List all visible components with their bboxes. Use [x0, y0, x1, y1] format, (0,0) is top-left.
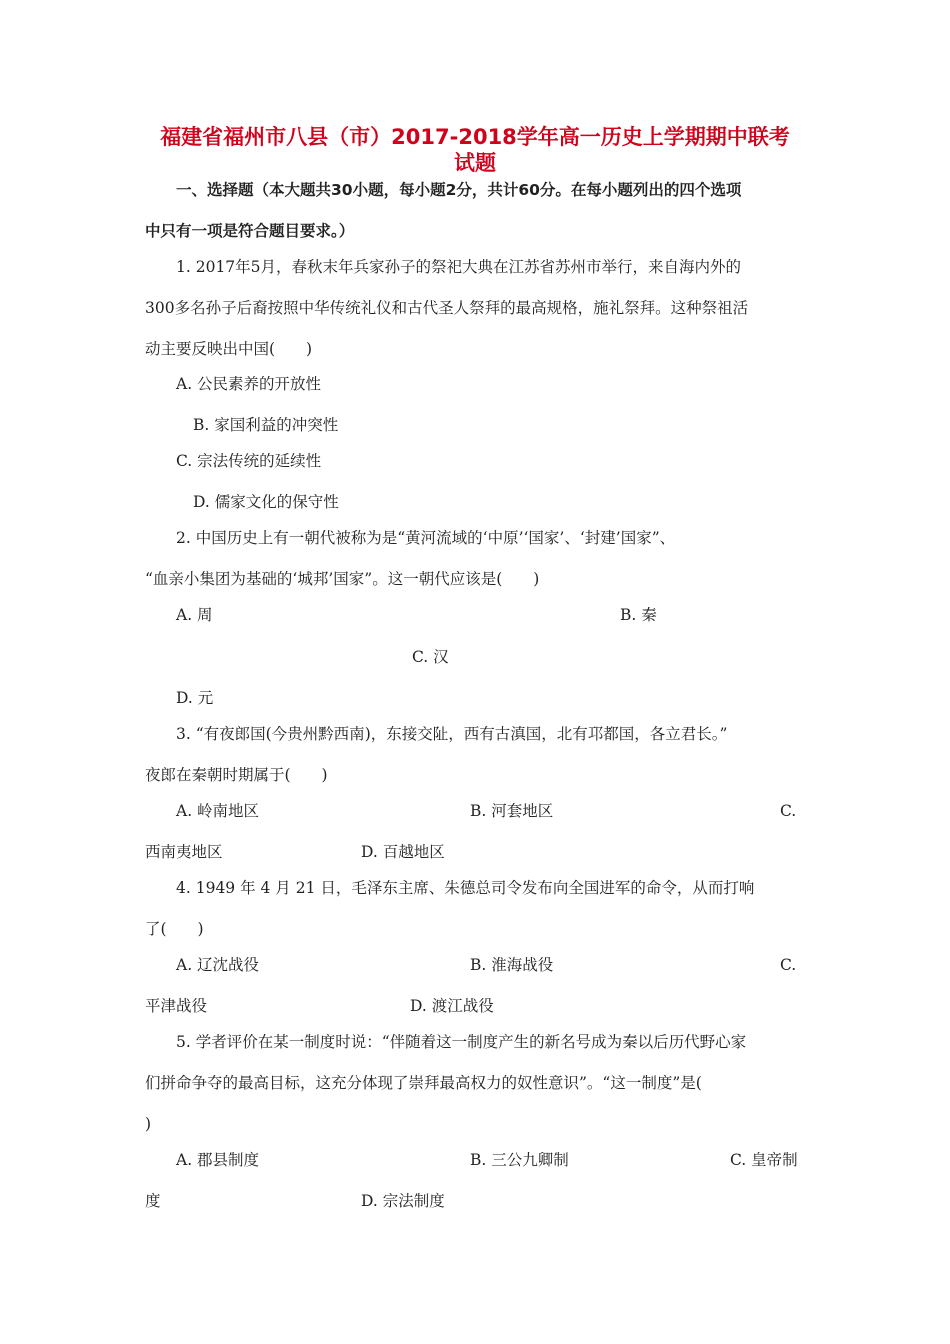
option-d: D. 百越地区	[361, 843, 445, 861]
exam-title-line2: 试题	[454, 151, 496, 175]
question-stem-line: 3. “有夜郎国(今贵州黔西南)，东接交阯，西有古滇国，北有邛都国，各立君长。”	[176, 725, 728, 743]
option-c-text: 西南夷地区	[145, 843, 223, 861]
option-a: A. 公民素养的开放性	[176, 375, 322, 393]
option-b: B. 秦	[620, 606, 657, 624]
option-c-label: C.	[780, 956, 797, 974]
option-d: D. 宗法制度	[361, 1192, 445, 1210]
option-c: C. 宗法传统的延续性	[176, 452, 322, 470]
section-heading-line1: 一、选择题（本大题共30小题，每小题2分，共计60分。在每小题列出的四个选项	[176, 181, 742, 199]
option-c-label: C.	[780, 802, 797, 820]
option-d: D. 儒家文化的保守性	[193, 493, 339, 511]
option-d: D. 元	[176, 689, 214, 707]
question-stem-line: “血亲小集团为基础的‘城邦’国家”。这一朝代应该是( )	[145, 570, 540, 588]
option-a: A. 岭南地区	[176, 802, 260, 820]
option-c-text: 平津战役	[145, 997, 208, 1015]
option-b: B. 家国利益的冲突性	[193, 416, 339, 434]
exam-title-line1: 福建省福州市八县（市）2017-2018学年高一历史上学期期中联考	[160, 125, 790, 149]
option-c-label: C. 皇帝制	[730, 1151, 798, 1169]
question-stem-line: 们拼命争夺的最高目标，这充分体现了崇拜最高权力的奴性意识”。“这一制度”是(	[145, 1074, 702, 1092]
question-stem-line: 夜郎在秦朝时期属于( )	[145, 766, 328, 784]
option-d: D. 渡江战役	[410, 997, 494, 1015]
question-stem-line: 动主要反映出中国( )	[145, 340, 313, 358]
question-stem-line: 2. 中国历史上有一朝代被称为是“黄河流域的‘中原’‘国家’、‘封建’国家”、	[176, 529, 676, 547]
question-stem-line: 1. 2017年5月，春秋末年兵家孙子的祭祀大典在江苏省苏州市举行，来自海内外的	[176, 258, 742, 276]
question-stem-line: 4. 1949 年 4 月 21 日，毛泽东主席、朱德总司令发布向全国进军的命令，从而打响	[176, 879, 755, 897]
question-stem-line: 了( )	[145, 920, 204, 938]
question-stem-line: )	[145, 1115, 152, 1133]
option-a: A. 辽沈战役	[176, 956, 260, 974]
section-heading-line2: 中只有一项是符合题目要求。）	[145, 222, 355, 240]
option-b: B. 三公九卿制	[470, 1151, 569, 1169]
option-c-text: 度	[145, 1192, 161, 1210]
option-a: A. 周	[176, 606, 213, 624]
option-b: B. 淮海战役	[470, 956, 554, 974]
option-b: B. 河套地区	[470, 802, 554, 820]
question-stem-line: 300多名孙子后裔按照中华传统礼仪和古代圣人祭拜的最高规格，施礼祭拜。这种祭祖活	[145, 299, 749, 317]
option-c: C. 汉	[412, 648, 449, 666]
option-a: A. 郡县制度	[176, 1151, 260, 1169]
question-stem-line: 5. 学者评价在某一制度时说：“伴随着这一制度产生的新名号成为秦以后历代野心家	[176, 1033, 747, 1051]
